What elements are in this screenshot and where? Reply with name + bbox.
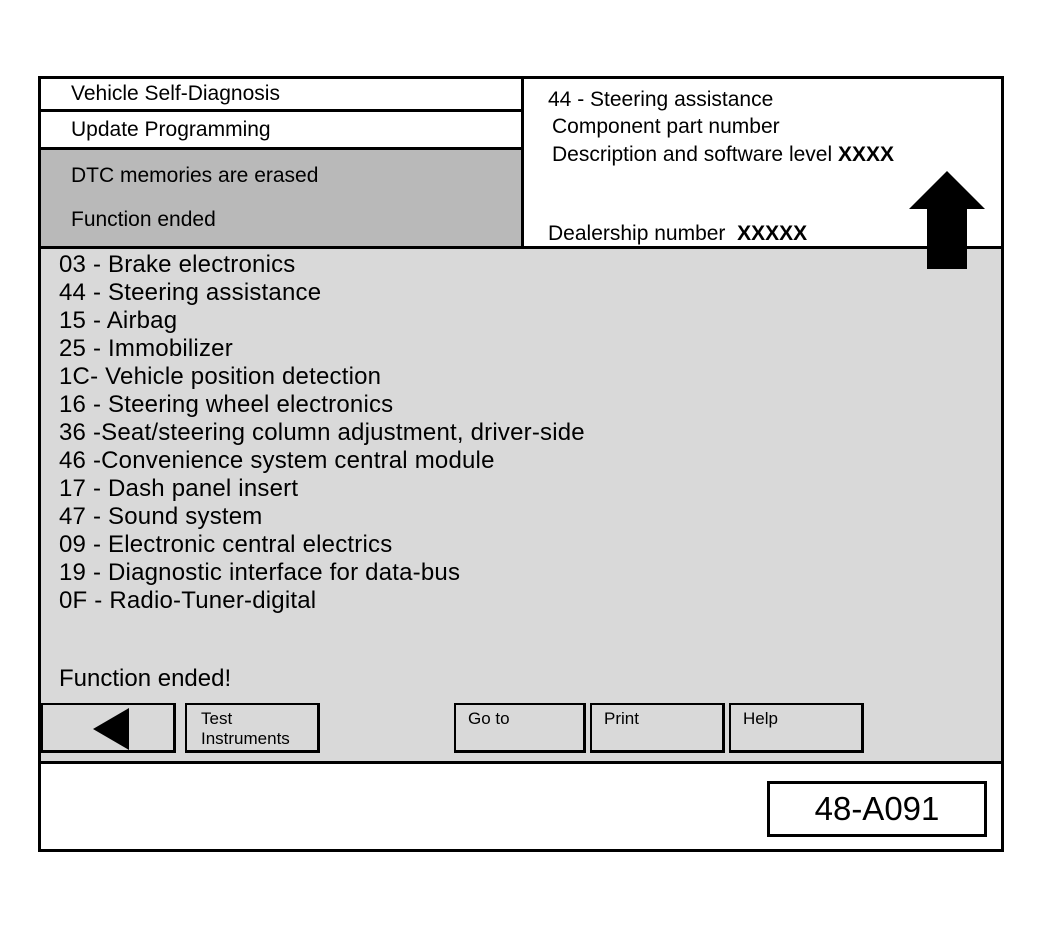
status-panel: [41, 150, 521, 246]
module-list-item[interactable]: 44 - Steering assistance: [59, 279, 322, 306]
print-button[interactable]: [590, 703, 725, 753]
module-list-item[interactable]: 09 - Electronic central electrics: [59, 531, 393, 558]
status-line-1: DTC memories are erased: [71, 164, 319, 187]
module-list-item[interactable]: 47 - Sound system: [59, 503, 263, 530]
help-button[interactable]: [729, 703, 864, 753]
module-list-item[interactable]: 25 - Immobilizer: [59, 335, 233, 362]
function-title: Update Programming: [41, 112, 521, 150]
info-module: 44 - Steering assistance: [548, 88, 774, 111]
figure-reference: 48-A091: [767, 781, 987, 837]
test-line-1: Test: [201, 709, 233, 728]
module-list: [59, 251, 585, 615]
module-list-panel: [41, 249, 1001, 761]
test-instruments-label: [187, 705, 317, 749]
print-label: Print: [604, 709, 639, 728]
goto-button[interactable]: [454, 703, 586, 753]
info-dealership-label: Dealership number: [548, 222, 726, 245]
module-list-item[interactable]: 0F - Radio-Tuner-digital: [59, 587, 317, 614]
info-dealership-value: XXXXX: [737, 222, 808, 245]
menu-title: Vehicle Self-Diagnosis: [41, 79, 521, 112]
info-description: [552, 143, 894, 167]
module-list-item[interactable]: 16 - Steering wheel electronics: [59, 391, 394, 418]
module-list-item[interactable]: 15 - Airbag: [59, 307, 178, 334]
function-ended-message: Function ended!: [59, 665, 232, 692]
header-left-panel: [41, 79, 524, 249]
footer-divider: [41, 761, 1001, 764]
module-list-item[interactable]: 17 - Dash panel insert: [59, 475, 299, 502]
info-dealership: [548, 222, 807, 246]
module-list-item[interactable]: 03 - Brake electronics: [59, 251, 296, 278]
info-description-label: Description and software level: [552, 143, 833, 166]
goto-label: Go to: [468, 709, 510, 728]
status-line-2: Function ended: [71, 208, 216, 231]
back-button[interactable]: [41, 703, 176, 753]
module-list-item[interactable]: 46 -Convenience system central module: [59, 447, 495, 474]
back-triangle-icon: [93, 708, 129, 750]
module-list-item[interactable]: 19 - Diagnostic interface for data-bus: [59, 559, 461, 586]
module-list-item[interactable]: 1C- Vehicle position detection: [59, 363, 382, 390]
info-description-value: XXXX: [837, 143, 895, 166]
test-line-2: Instruments: [201, 729, 290, 748]
help-label: Help: [743, 709, 778, 728]
arrow-up-icon: [909, 171, 985, 269]
test-instruments-button[interactable]: [185, 703, 320, 753]
module-list-item[interactable]: 36 -Seat/steering column adjustment, driver-side: [59, 419, 585, 446]
info-part-number-label: Component part number: [552, 115, 780, 138]
diagnostic-screen: [38, 76, 1004, 852]
